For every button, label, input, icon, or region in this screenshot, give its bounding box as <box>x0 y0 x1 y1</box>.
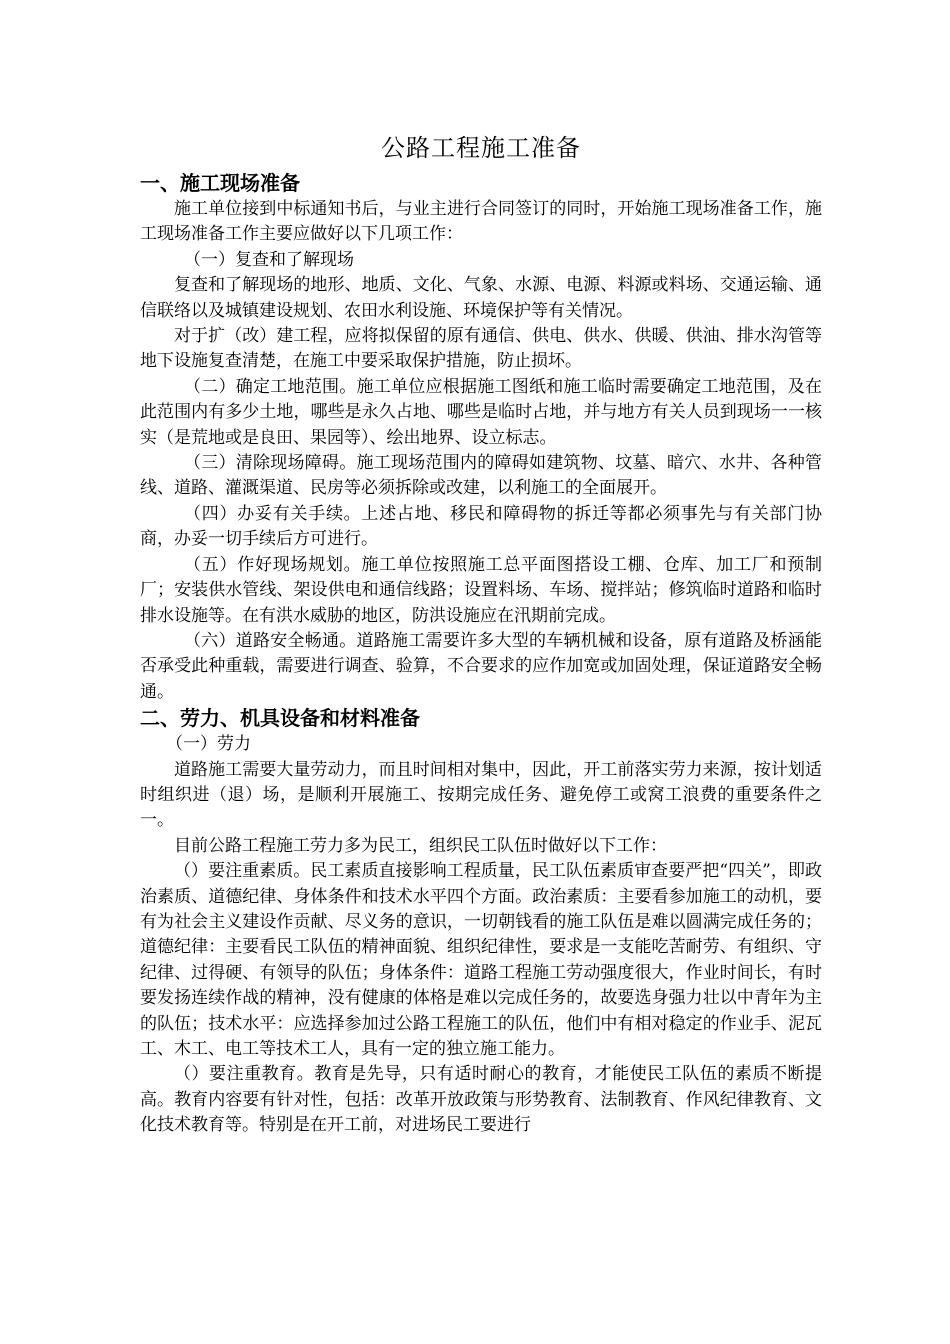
paragraph: （五）作好现场规划。施工单位按照施工总平面图搭设工棚、仓库、加工厂和预制厂；安装供水管线、架设供电和通信线路；设置料场、车场、搅拌站；修筑临时道路和临时排水设施等。在有洪水威胁的地区，防洪设施应在汛期前完成。 <box>140 554 822 626</box>
paragraph: 目前公路工程施工劳力多为民工，组织民工队伍时做好以下工作： <box>174 835 667 856</box>
document-page <box>140 128 822 1139</box>
section-heading: 二、劳力、机具设备和材料准备 <box>140 706 420 731</box>
subheading: （一）复查和了解现场 <box>184 249 354 270</box>
paragraph: 对于扩（改）建工程，应将拟保留的原有通信、供电、供水、供暖、供油、排水沟管等地下设施复查清楚，在施工中要采取保护措施，防止损坏。 <box>140 326 822 372</box>
paragraph: （二）确定工地范围。施工单位应根据施工图纸和施工临时需要确定工地范围，及在此范围内有多少土地，哪些是永久占地、哪些是临时占地，并与地方有关人员到现场一一核实（是荒地或是良田、果园等）、绘出地界、设立标志。 <box>140 376 822 448</box>
paragraph: 施工单位接到中标通知书后，与业主进行合同签订的同时，开始施工现场准备工作，施工现场准备工作主要应做好以下几项工作： <box>140 199 822 245</box>
paragraph: 复查和了解现场的地形、地质、文化、气象、水源、电源、料源或料场、交通运输、通信联络以及城镇建设规划、农田水利设施、环境保护等有关情况。 <box>140 275 822 321</box>
paragraph: （）要注重素质。民工素质直接影响工程质量，民工队伍素质审查要严把“四关”，即政治素质、道德纪律、身体条件和技术水平四个方面。政治素质：主要看参加施工的动机，要有为社会主义建设作贡献、尽义务的意识，一切朝钱看的施工队伍是难以圆满完成任务的；道德纪律：主要看民工队伍的精神面貌、组织纪律性，要求是一支能吃苦耐劳、有组织、守纪律、过得硬、有领导的队伍；身体条件：道路工程施工劳动强度很大，作业时间长，有时要发扬连续作战的精神，没有健康的体格是难以完成任务的，故要选身强力壮以中青年为主的队伍；技术水平：应选择参加过公路工程施工的队伍，他们中有相对稳定的作业手、泥瓦工、木工、电工等技术工人，具有一定的独立施工能力。 <box>140 861 822 1059</box>
paragraph: （三）清除现场障碍。施工现场范围内的障碍如建筑物、坟墓、暗穴、水井、各种管线、道路、灌溉渠道、民房等必须拆除或改建，以利施工的全面展开。 <box>140 453 822 499</box>
paragraph: （六）道路安全畅通。道路施工需要许多大型的车辆机械和设备，原有道路及桥涵能否承受此种重载，需要进行调查、验算，不合要求的应作加宽或加固处理，保证道路安全畅通。 <box>140 630 822 702</box>
section-heading: 一、施工现场准备 <box>140 171 300 195</box>
paragraph: 道路施工需要大量劳动力，而且时间相对集中，因此，开工前落实劳力来源，按计划适时组织进（退）场，是顺利开展施工、按期完成任务、避免停工或窝工浪费的重要条件之一。 <box>140 759 822 831</box>
paragraph: （）要注重教育。教育是先导，只有适时耐心的教育，才能使民工队伍的素质不断提高。教育内容要有针对性，包括：改革开放政策与形势教育、法制教育、作风纪律教育、文化技术教育等。特别是在开工前，对进场民工要进行 <box>140 1064 822 1136</box>
document-title: 公路工程施工准备 <box>381 134 581 162</box>
paragraph: （四）办妥有关手续。上述占地、移民和障碍物的拆迁等都必须事先与有关部门协商，办妥一切手续后方可进行。 <box>140 503 822 550</box>
subheading: （一）劳力 <box>166 734 251 755</box>
